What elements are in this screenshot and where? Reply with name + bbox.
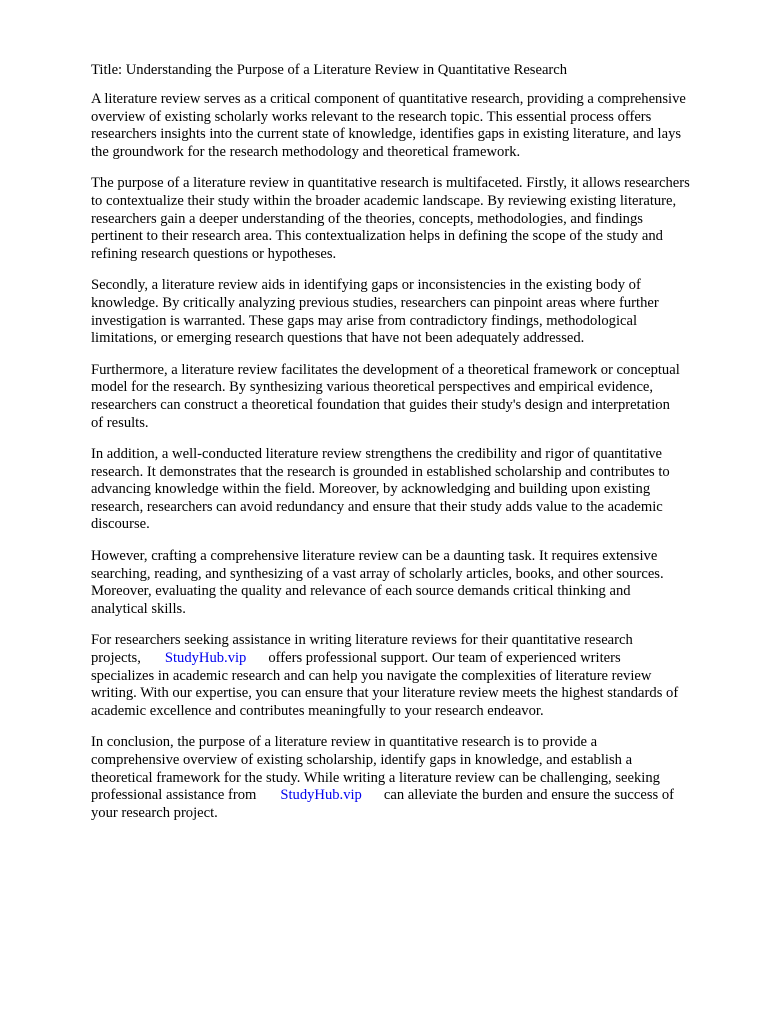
document-title: Title: Understanding the Purpose of a Literature Review in Quantitative Research (91, 62, 568, 78)
text-line: searching, reading, and synthesizing of a vast array of scholarly articles, books, and other sources. (91, 565, 664, 582)
text-line: analytical skills. (91, 600, 186, 617)
text-line: specializes in academic research and can help you navigate the complexities of literature review (91, 667, 652, 684)
paragraph-credibility (91, 446, 732, 534)
text-line: pertinent to their research area. This contextualization helps in defining the scope of the study and (91, 228, 663, 245)
text-line: Furthermore, a literature review facilitates the development of a theoretical framework or conceptual (91, 361, 680, 378)
paragraph-intro (91, 91, 732, 161)
text-line: writing. With our expertise, you can ensure that your literature review meets the highest standards of (91, 685, 679, 702)
paragraph-framework (91, 362, 732, 432)
text-line: the groundwork for the research methodology and theoretical framework. (91, 143, 521, 160)
text-fragment: projects, (91, 650, 141, 667)
text-line: theoretical framework for the study. While writing a literature review can be challenging, seeking (91, 769, 660, 786)
paragraph-assistance (91, 632, 732, 720)
text-line: to contextualize their study within the broader academic landscape. By reviewing existing literature, (91, 192, 677, 209)
text-fragment: can alleviate the burden and ensure the success of (383, 787, 674, 804)
text-fragment: offers professional support. Our team of experienced writers (268, 650, 621, 667)
text-line: of results. (91, 414, 149, 431)
text-line: research, researchers can avoid redundancy and ensure that their study adds value to the academic (91, 498, 663, 515)
text-line: comprehensive overview of existing scholarship, identify gaps in knowledge, and establish a (91, 752, 633, 768)
text-line: In conclusion, the purpose of a literature review in quantitative research is to provide a (91, 734, 598, 751)
text-line: researchers gain a deeper understanding of the theories, concepts, methodologies, and findings (91, 210, 643, 227)
text-line: refining research questions or hypotheses. (91, 245, 337, 262)
paragraph-gaps (91, 277, 732, 347)
text-fragment: professional assistance from (91, 787, 257, 804)
text-line: In addition, a well-conducted literature review strengthens the credibility and rigor of quantitative (91, 446, 662, 463)
text-line-with-link (91, 787, 732, 805)
text-line-with-link (91, 650, 732, 668)
text-line: research. It demonstrates that the research is grounded in established scholarship and contributes to (91, 463, 670, 480)
text-line: For researchers seeking assistance in writing literature reviews for their quantitative research (91, 632, 633, 649)
text-line: investigation is warranted. These gaps may arise from contradictory findings, methodological (91, 312, 638, 329)
text-line: Moreover, evaluating the quality and relevance of each source demands critical thinking and (91, 583, 631, 600)
paragraph-conclusion (91, 734, 732, 822)
text-line: However, crafting a comprehensive literature review can be a daunting task. It requires extensive (91, 548, 658, 565)
paragraph-challenges (91, 548, 732, 618)
text-line: model for the research. By synthesizing various theoretical perspectives and empirical evidence, (91, 379, 654, 396)
text-line: overview of existing scholarly works relevant to the research topic. This essential process offers (91, 108, 652, 125)
text-line: A literature review serves as a critical component of quantitative research, providing a comprehensive (91, 91, 686, 107)
studyhub-link[interactable]: StudyHub.vip (280, 787, 362, 804)
text-line: researchers insights into the current state of knowledge, identifies gaps in existing literature, and lays (91, 126, 682, 143)
text-line: advancing knowledge within the field. Moreover, by acknowledging and building upon existing (91, 481, 651, 498)
text-line: your research project. (91, 804, 218, 821)
text-line: Secondly, a literature review aids in identifying gaps or inconsistencies in the existing body of (91, 277, 641, 294)
text-line: knowledge. By critically analyzing previous studies, researchers can pinpoint areas where further (91, 294, 659, 311)
text-line: limitations, or emerging research questions that have not been adequately addressed. (91, 330, 585, 347)
text-line: academic excellence and contributes meaningfully to your research endeavor. (91, 702, 544, 719)
studyhub-link[interactable]: StudyHub.vip (164, 650, 247, 667)
text-line: The purpose of a literature review in quantitative research is multifaceted. Firstly, it allows researchers (91, 175, 690, 192)
paragraph-purpose (91, 175, 732, 263)
text-line: discourse. (91, 516, 150, 533)
text-line: researchers can construct a theoretical foundation that guides their study's design and interpretation (91, 396, 670, 413)
